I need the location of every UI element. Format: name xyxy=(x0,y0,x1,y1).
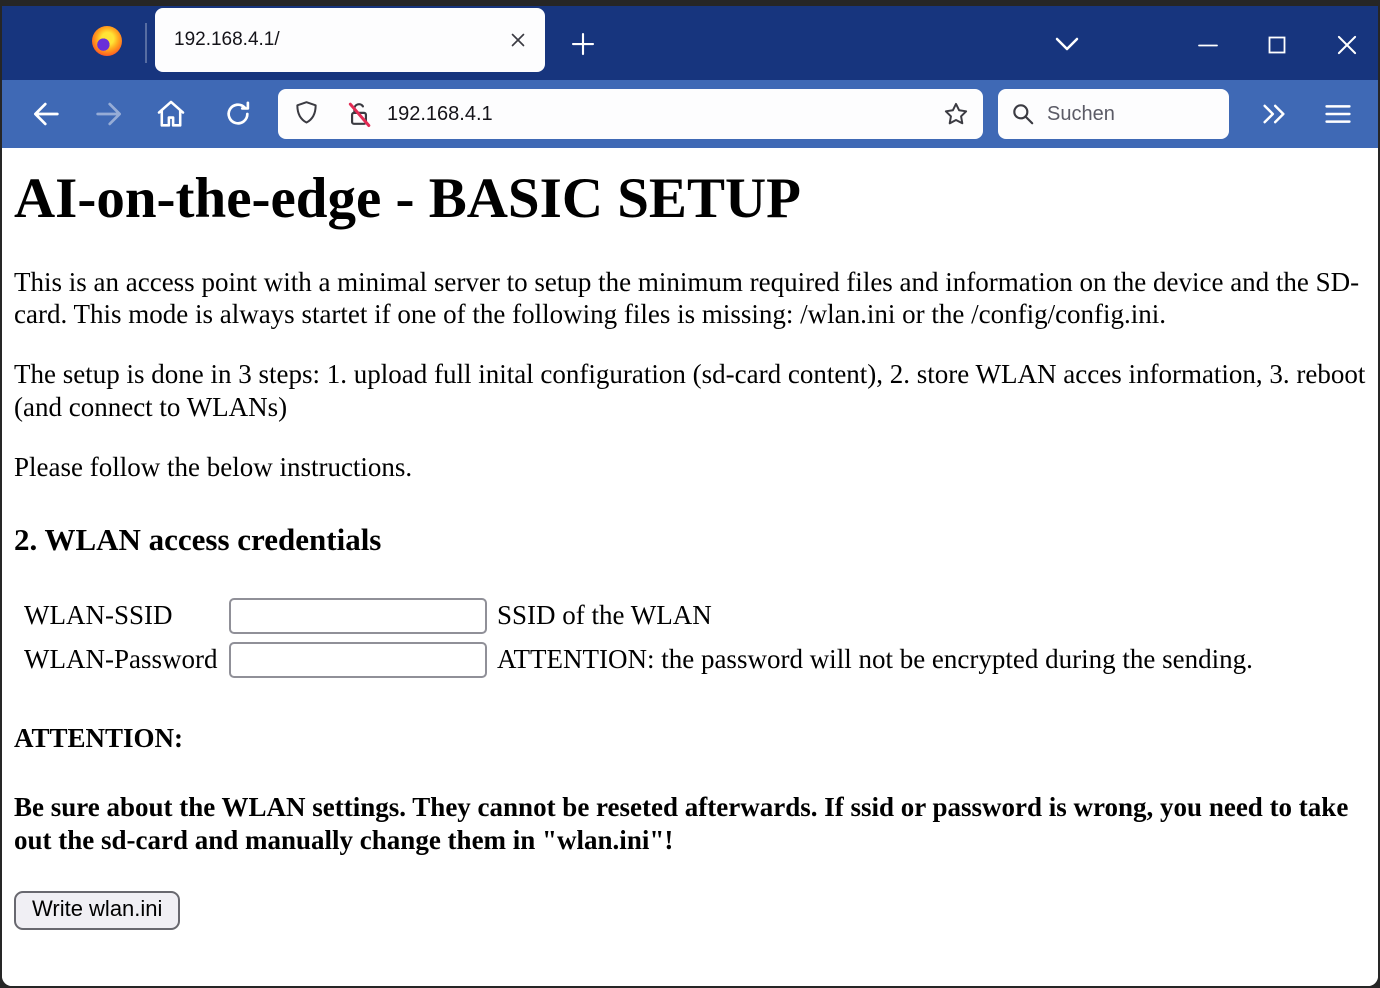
bookmark-star-icon[interactable] xyxy=(942,100,970,128)
url-bar[interactable] xyxy=(278,89,983,139)
overflow-chevrons-icon[interactable] xyxy=(1256,100,1292,128)
wlan-ssid-input[interactable] xyxy=(229,598,487,634)
tab-close-icon[interactable] xyxy=(507,29,529,51)
insecure-lock-icon[interactable] xyxy=(344,99,374,129)
attention-warning-text: Be sure about the WLAN settings. They cannot be reseted afterwards. If ssid or password is wrong, you need to take out the sd-card and manually change them in "wlan.ini"! xyxy=(14,791,1349,855)
new-tab-button[interactable] xyxy=(568,29,598,59)
wlan-ssid-label: WLAN-SSID xyxy=(24,600,173,631)
attention-heading: ATTENTION: xyxy=(14,722,184,753)
wlan-password-input[interactable] xyxy=(229,642,487,678)
window-maximize-button[interactable] xyxy=(1265,33,1289,57)
wlan-ssid-description: SSID of the WLAN xyxy=(497,600,712,631)
wlan-password-description: ATTENTION: the password will not be encrypted during the sending. xyxy=(497,644,1253,675)
reload-icon[interactable] xyxy=(222,98,254,130)
home-icon[interactable] xyxy=(154,97,188,131)
write-wlan-ini-button[interactable]: Write wlan.ini xyxy=(14,891,180,930)
navigation-toolbar xyxy=(2,80,1378,148)
search-bar[interactable] xyxy=(998,89,1229,139)
back-icon[interactable] xyxy=(29,97,63,131)
tab-separator xyxy=(145,23,147,63)
intro-paragraph-2: The setup is done in 3 steps: 1. upload full inital configuration (sd-card content), 2. store WLAN acces information, 3. reboot (and connect to WLANs) xyxy=(14,359,1366,423)
forward-icon[interactable] xyxy=(92,97,126,131)
intro-paragraph-1: This is an access point with a minimal server to setup the minimum required files and information on the device and the SD-card. This mode is always startet if one of the following files is missing: /wlan.ini or the /config/config.ini. xyxy=(14,266,1360,330)
search-icon xyxy=(1010,101,1036,127)
page-title: AI-on-the-edge - BASIC SETUP xyxy=(14,167,801,230)
window-minimize-button[interactable] xyxy=(1196,33,1220,57)
window-close-button[interactable] xyxy=(1334,32,1360,58)
intro-paragraph-3: Please follow the below instructions. xyxy=(14,452,413,483)
url-text[interactable]: 192.168.4.1 xyxy=(387,102,493,125)
tab-bar xyxy=(2,6,1378,80)
page-content xyxy=(2,148,1378,986)
browser-tab[interactable] xyxy=(155,8,545,72)
firefox-logo-icon[interactable] xyxy=(92,26,122,56)
wlan-password-label: WLAN-Password xyxy=(24,644,218,675)
shield-icon[interactable] xyxy=(293,100,320,129)
tab-title: 192.168.4.1/ xyxy=(174,29,280,50)
section-heading-wlan-credentials: 2. WLAN access credentials xyxy=(14,522,382,558)
list-tabs-chevron-icon[interactable] xyxy=(1052,31,1082,57)
wlan-credentials-form xyxy=(22,594,1255,682)
hamburger-menu-icon[interactable] xyxy=(1322,100,1354,128)
search-placeholder: Suchen xyxy=(1047,102,1115,125)
table-row xyxy=(22,594,1255,638)
table-row xyxy=(22,638,1255,682)
browser-window xyxy=(2,6,1378,986)
